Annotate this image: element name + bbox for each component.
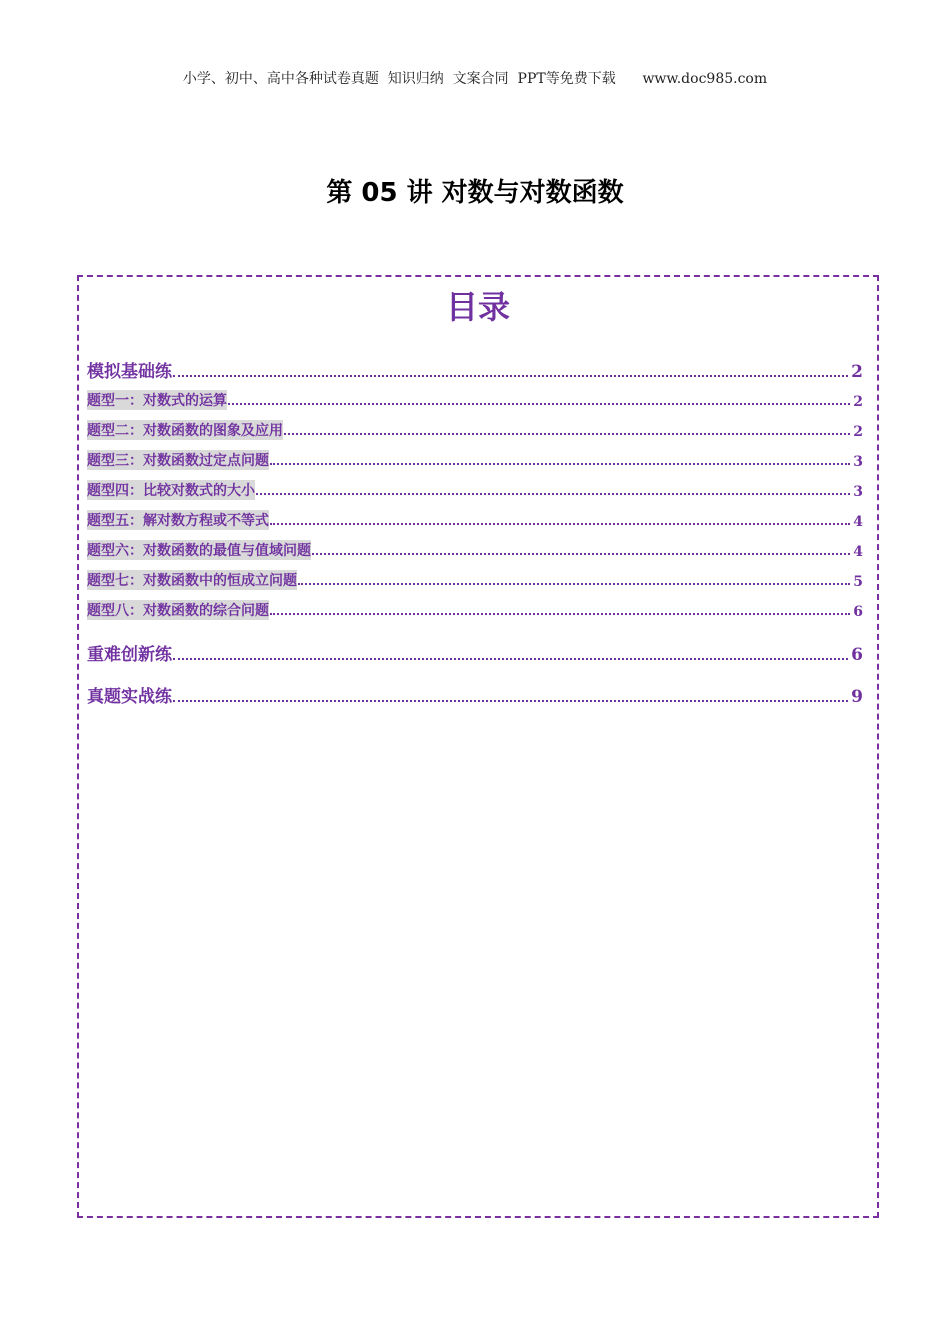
toc-leader-dots [270, 463, 850, 465]
toc-leader-dots [298, 583, 850, 585]
toc-entry-type-1[interactable] [87, 390, 863, 410]
toc-entry-type-8[interactable] [87, 600, 863, 620]
toc-entry-label: 题型五：解对数方程或不等式 [87, 510, 269, 530]
toc-entry-type-3[interactable] [87, 450, 863, 470]
toc-leader-dots [312, 553, 850, 555]
toc-leader-dots [270, 523, 850, 525]
toc-entry-label: 题型二：对数函数的图象及应用 [87, 420, 283, 440]
toc-entry-type-2[interactable] [87, 420, 863, 440]
toc-leader-dots [270, 613, 850, 615]
toc-page-number: 6 [851, 645, 863, 665]
toc-entry-type-6[interactable] [87, 540, 863, 560]
toc-page-number: 6 [853, 604, 863, 620]
toc-entry-label: 真题实战练 [87, 687, 172, 707]
toc-entry-difficult-innovation[interactable] [87, 640, 863, 665]
toc-entry-type-4[interactable] [87, 480, 863, 500]
toc-leader-dots [228, 403, 850, 405]
toc-entry-label: 题型六：对数函数的最值与值域问题 [87, 540, 311, 560]
toc-page-number: 2 [851, 362, 863, 382]
toc-leader-dots [256, 493, 850, 495]
toc-page-number: 9 [851, 687, 863, 707]
toc-entry-label: 题型七：对数函数中的恒成立问题 [87, 570, 297, 590]
toc-leader-dots [173, 700, 848, 702]
toc-entry-label: 题型四：比较对数式的大小 [87, 480, 255, 500]
toc-leader-dots [173, 658, 848, 660]
toc-page-number: 4 [853, 544, 863, 560]
toc-entry-label: 模拟基础练 [87, 362, 172, 382]
document-title: 第 05 讲 对数与对数函数 [326, 178, 624, 208]
toc-page-number: 5 [853, 574, 863, 590]
toc-entry-label: 重难创新练 [87, 645, 172, 665]
toc-heading: 目录 [445, 288, 510, 326]
toc-leader-dots [173, 375, 848, 377]
toc-entry-type-5[interactable] [87, 510, 863, 530]
toc-page-number: 4 [853, 514, 863, 530]
toc-entry-real-exam[interactable] [87, 682, 863, 707]
toc-page-number: 3 [853, 484, 863, 500]
toc-entry-label: 题型八：对数函数的综合问题 [87, 600, 269, 620]
toc-entry-label: 题型三：对数函数过定点问题 [87, 450, 269, 470]
toc-entry-type-7[interactable] [87, 570, 863, 590]
toc-entry-mock-basic[interactable] [87, 357, 863, 382]
toc-frame [77, 275, 879, 1218]
toc-page-number: 2 [853, 394, 863, 410]
toc-page-number: 3 [853, 454, 863, 470]
toc-entry-label: 题型一：对数式的运算 [87, 390, 227, 410]
toc-leader-dots [284, 433, 850, 435]
toc-page-number: 2 [853, 424, 863, 440]
site-header-text: 小学、初中、高中各种试卷真题 知识归纳 文案合同 PPT等免费下载 www.doc985.com [182, 71, 768, 87]
